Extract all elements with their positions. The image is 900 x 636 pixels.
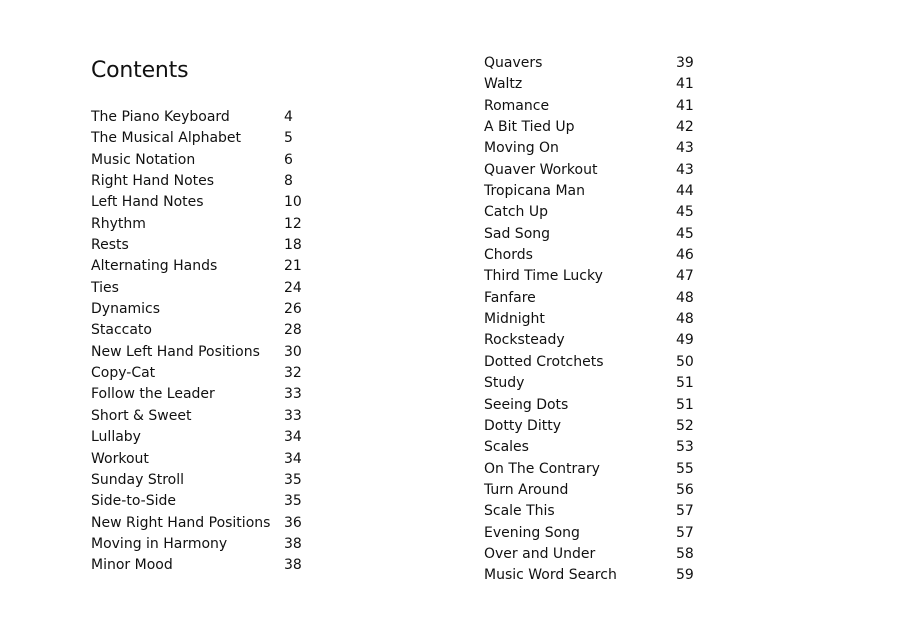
toc-entry-page-number: 18: [284, 237, 302, 254]
toc-entry-title: Seeing Dots: [484, 396, 569, 413]
toc-entry-page-number: 4: [284, 109, 293, 125]
toc-entry-title: Music Word Search: [484, 567, 617, 584]
toc-entry-page-number: 38: [284, 557, 302, 574]
toc-entry-page-number: 49: [676, 332, 694, 349]
toc-entry-title: Romance: [484, 97, 550, 114]
toc-entry-title: Evening Song: [484, 524, 580, 541]
toc-entry-page-number: 59: [676, 567, 694, 584]
toc-entry-page-number: 57: [676, 524, 694, 541]
toc-entry-title: Scale This: [484, 503, 555, 520]
toc-entry-page-number: 33: [284, 407, 302, 424]
toc-entry-page-number: 24: [284, 279, 302, 296]
toc-entry-title: Moving On: [484, 140, 559, 157]
toc-entry-title: Dotted Crotchets: [484, 353, 604, 370]
toc-entry-title: Tropicana Man: [484, 183, 585, 200]
toc-entry-title: Side-to-Side: [91, 493, 176, 510]
toc-entry-title: Over and Under: [484, 545, 596, 562]
toc-entry-title: Waltz: [484, 76, 523, 93]
toc-entry-page-number: 35: [284, 471, 302, 488]
toc-entry-title: Quaver Workout: [484, 161, 598, 178]
toc-entry-page-number: 36: [284, 514, 302, 531]
toc-entry-page-number: 8: [284, 173, 293, 190]
toc-entry-title: Midnight: [484, 311, 545, 328]
toc-entry-title: Rests: [91, 237, 129, 254]
toc-entry-page-number: 56: [676, 481, 694, 498]
toc-entry-page-number: 53: [676, 439, 694, 456]
toc-entry-title: Short & Sweet: [91, 407, 192, 424]
toc-entry-title: A Bit Tied Up: [484, 119, 575, 136]
toc-entry-page-number: 5: [284, 130, 293, 147]
toc-entry-page-number: 34: [284, 450, 302, 467]
toc-entry-page-number: 41: [676, 76, 694, 93]
toc-entry-title: Ties: [91, 279, 119, 296]
toc-entry-page-number: 50: [676, 353, 694, 370]
toc-entry-page-number: 44: [676, 183, 694, 200]
toc-entry-title: Sunday Stroll: [91, 471, 185, 488]
toc-entry-page-number: 32: [284, 365, 302, 382]
toc-entry-title: New Left Hand Positions: [91, 343, 260, 360]
toc-entry-page-number: 26: [284, 301, 302, 318]
toc-entry-page-number: 47: [676, 268, 694, 285]
toc-entry-title: Left Hand Notes: [91, 194, 204, 211]
toc-entry-page-number: 39: [676, 55, 694, 71]
toc-entry-title: Rocksteady: [484, 332, 565, 349]
toc-entry-page-number: 33: [284, 386, 302, 403]
toc-entry-page-number: 51: [676, 375, 694, 392]
toc-entry-page-number: 42: [676, 119, 694, 136]
toc-entry-page-number: 10: [284, 194, 302, 211]
toc-entry-title: Third Time Lucky: [484, 268, 603, 285]
page-title: Contents: [91, 58, 189, 83]
toc-entry-page-number: 55: [676, 460, 694, 477]
toc-entry-title: Dynamics: [91, 301, 161, 318]
toc-entry-title: On The Contrary: [484, 460, 600, 477]
toc-entry-title: Alternating Hands: [91, 258, 218, 275]
toc-entry-title: Dotty Ditty: [484, 417, 561, 434]
toc-entry-page-number: 28: [284, 322, 302, 339]
toc-entry-page-number: 58: [676, 545, 694, 562]
toc-entry-page-number: 6: [284, 151, 293, 168]
toc-entry-page-number: 45: [676, 204, 694, 221]
toc-entry-title: Quavers: [484, 55, 543, 71]
toc-entry-title: Fanfare: [484, 289, 536, 306]
toc-entry-title: Chords: [484, 247, 533, 264]
toc-entry-page-number: 46: [676, 247, 694, 264]
toc-entry-title: The Piano Keyboard: [91, 109, 230, 125]
toc-entry-title: Rhythm: [91, 215, 146, 232]
toc-entry-title: Lullaby: [91, 429, 141, 446]
toc-entry-title: Turn Around: [484, 481, 569, 498]
toc-entry-page-number: 43: [676, 140, 694, 157]
toc-entry-page-number: 51: [676, 396, 694, 413]
toc-entry-page-number: 35: [284, 493, 302, 510]
toc-entry-title: Copy-Cat: [91, 365, 156, 382]
toc-entry-title: Sad Song: [484, 225, 551, 242]
toc-entry-title: Minor Mood: [91, 557, 173, 574]
toc-entry-title: Follow the Leader: [91, 386, 215, 403]
toc-entry-page-number: 30: [284, 343, 302, 360]
toc-entry-title: New Right Hand Positions: [91, 514, 271, 531]
toc-entry-page-number: 34: [284, 429, 302, 446]
toc-entry-page-number: 48: [676, 289, 694, 306]
toc-entry-title: Right Hand Notes: [91, 173, 215, 190]
toc-entry-page-number: 45: [676, 225, 694, 242]
toc-entry-page-number: 48: [676, 311, 694, 328]
toc-entry-title: Study: [484, 375, 525, 392]
toc-entry-page-number: 21: [284, 258, 302, 275]
toc-entry-page-number: 12: [284, 215, 302, 232]
toc-entry-page-number: 43: [676, 161, 694, 178]
toc-entry-title: Scales: [484, 439, 529, 456]
toc-entry-title: Staccato: [91, 322, 152, 339]
toc-entry-title: Workout: [91, 450, 149, 467]
toc-entry-title: The Musical Alphabet: [91, 130, 242, 147]
toc-entry-page-number: 41: [676, 97, 694, 114]
toc-entry-title: Catch Up: [484, 204, 548, 221]
toc-entry-page-number: 52: [676, 417, 694, 434]
toc-entry-title: Music Notation: [91, 151, 196, 168]
toc-entry-title: Moving in Harmony: [91, 535, 228, 552]
toc-entry-page-number: 57: [676, 503, 694, 520]
toc-entry-page-number: 38: [284, 535, 302, 552]
